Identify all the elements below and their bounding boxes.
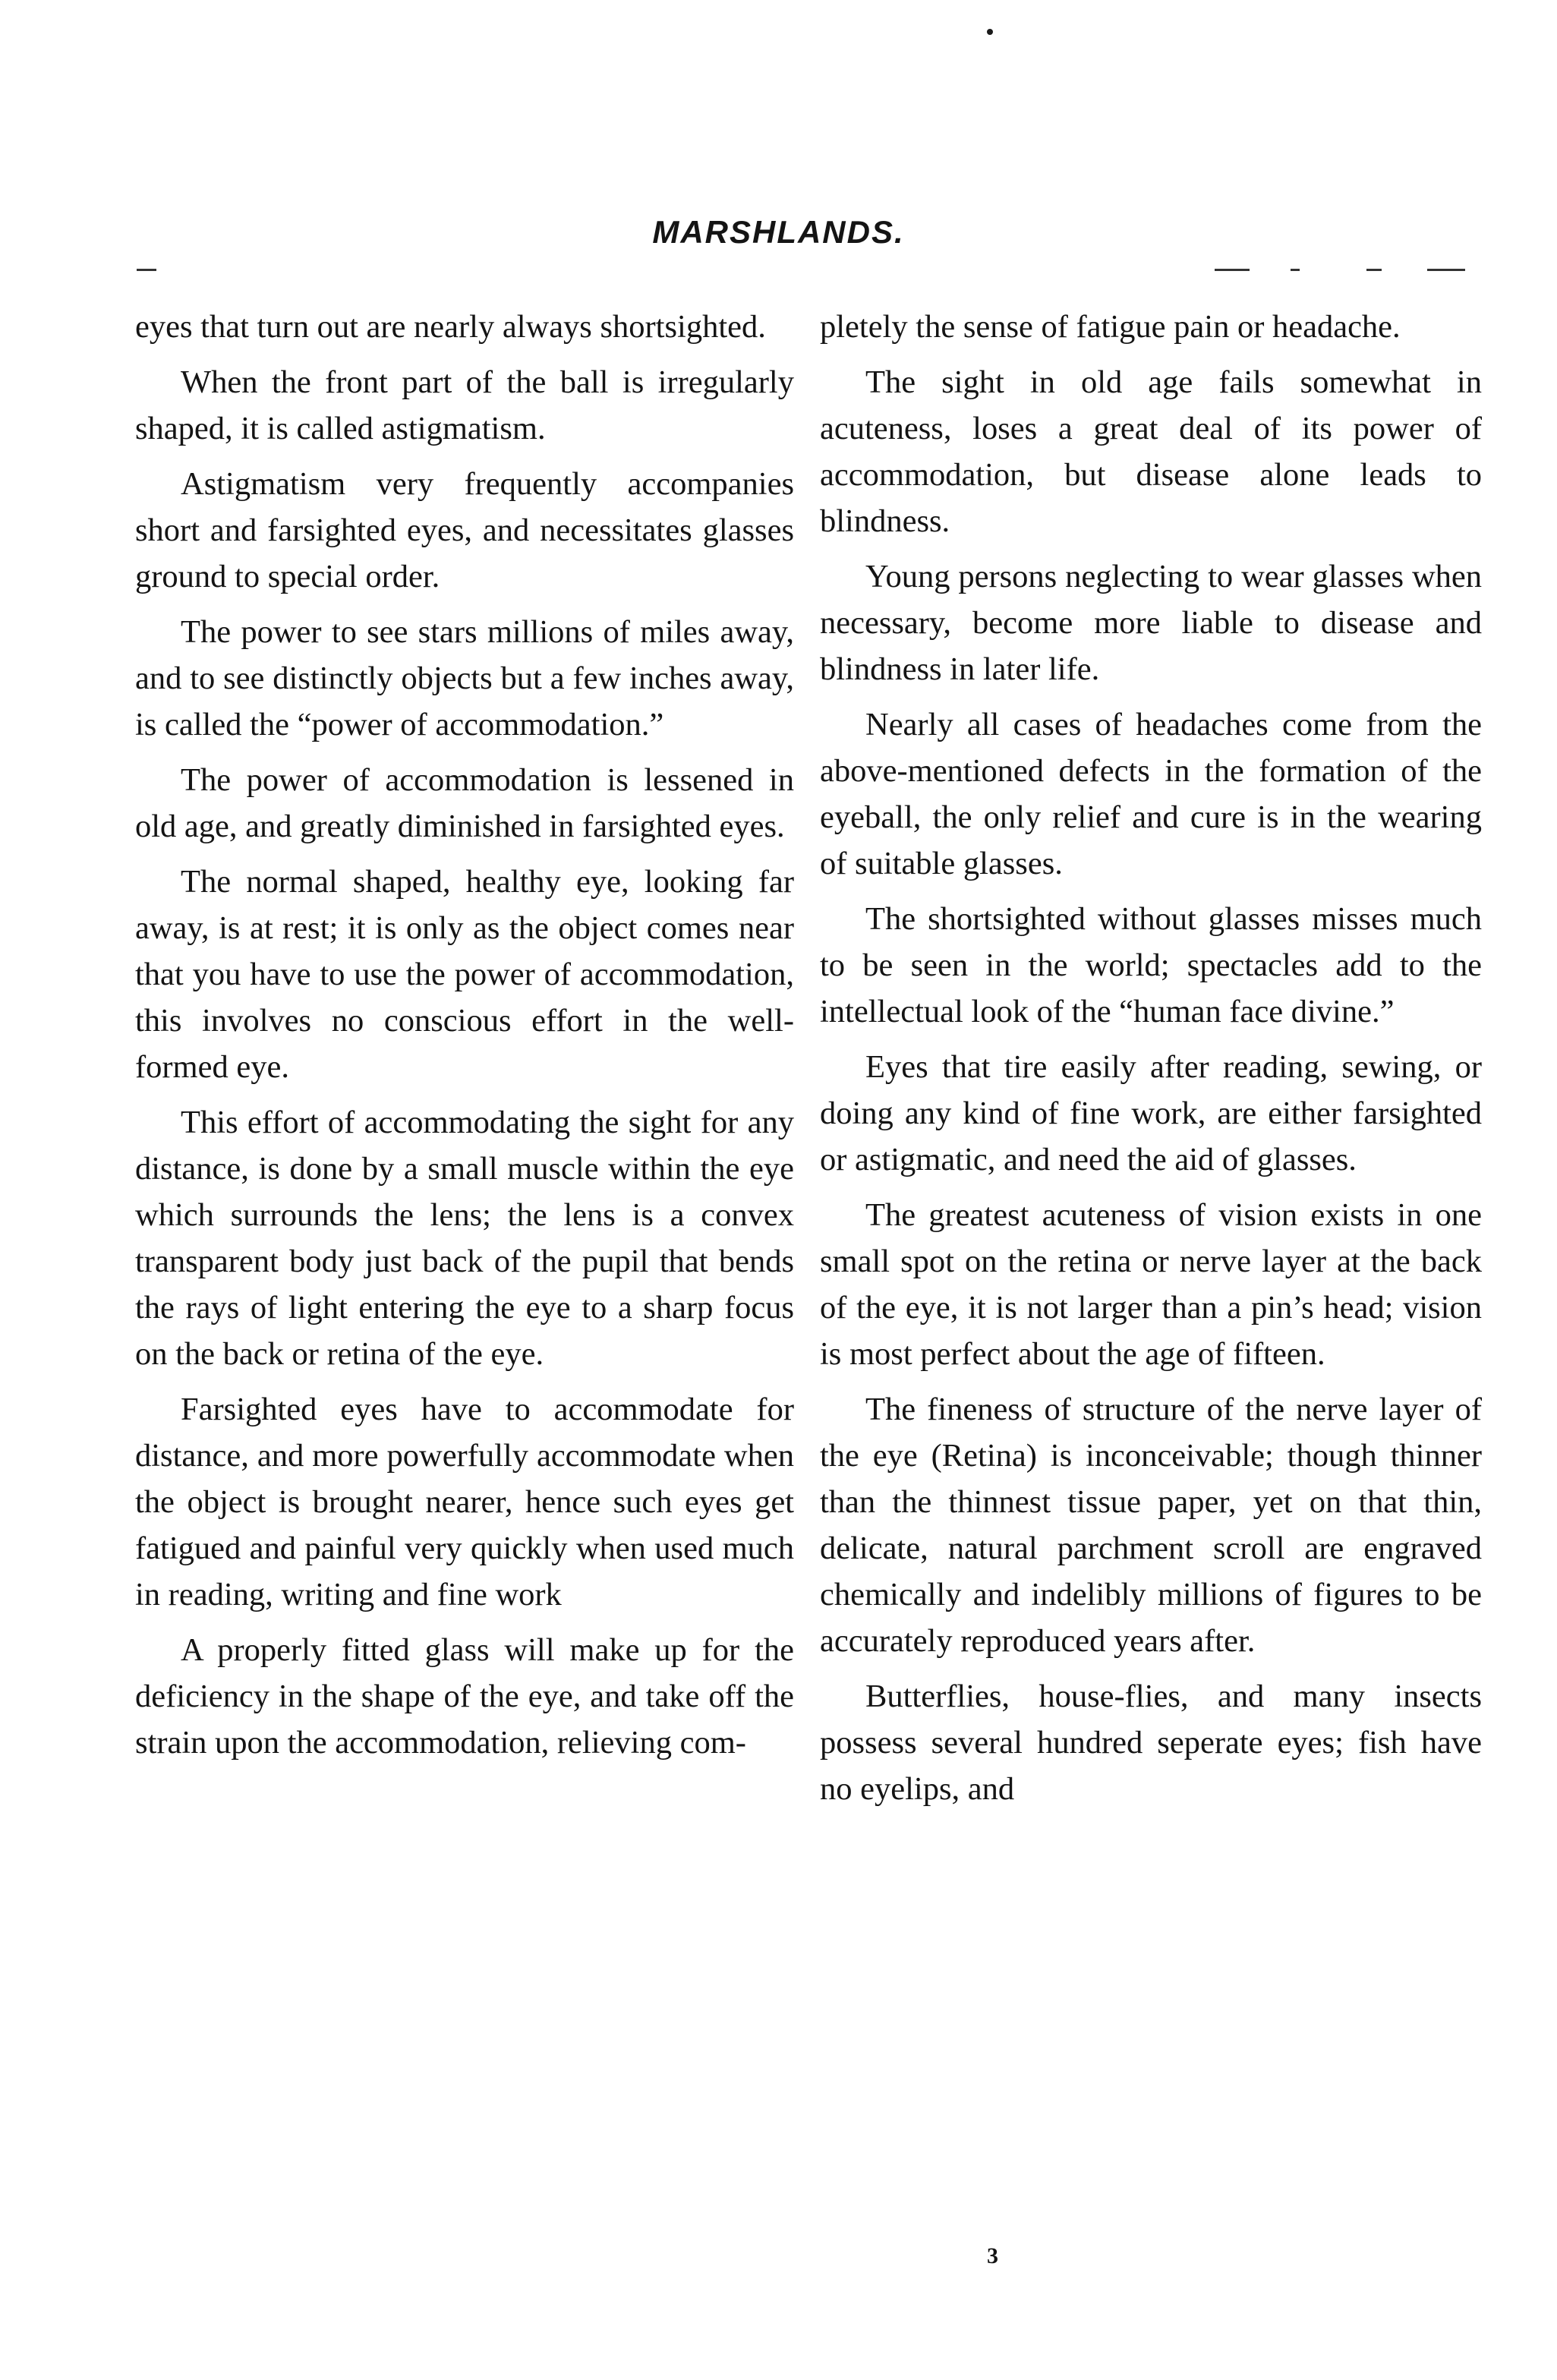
paragraph: A properly fitted glass will make up for the deficiency in the shape of the eye, and take off the strain upon the accommodation, relieving com- xyxy=(135,1632,794,1761)
paragraph: The power to see stars millions of miles away, and to see distinctly objects but a few inches away, is called the “power of accommodation.” xyxy=(135,614,794,742)
paragraph: The fineness of structure of the nerve layer of the eye (Retina) is inconceivable; though thinner than the thinnest tissue paper, yet on that thin, delicate, natural parchment scroll are engraved chemically and indelibly millions of figures to be accurately reproduced years after. xyxy=(820,1392,1482,1659)
header-rule-mark xyxy=(137,269,156,271)
header-rule-mark xyxy=(1291,269,1300,271)
ink-speck xyxy=(987,29,993,35)
paragraph: eyes that turn out are nearly always shortsighted. xyxy=(135,309,766,345)
paragraph: Astigmatism very frequently accompanies short and farsighted eyes, and necessitates glasses ground to special order. xyxy=(135,466,794,594)
page-number: 3 xyxy=(987,2243,998,2268)
paragraph: The shortsighted without glasses misses much to be seen in the world; spectacles add to the intellectual look of the “human face divine.” xyxy=(820,901,1482,1029)
header-rule-mark xyxy=(1427,269,1465,271)
paragraph: When the front part of the ball is irregularly shaped, it is called astigmatism. xyxy=(135,364,794,446)
paragraph: This effort of accommodating the sight for any distance, is done by a small muscle within the eye which surrounds the lens; the lens is a convex transparent body just back of the pupil that bends the rays of light entering the eye to a sharp focus on the back or retina of the eye. xyxy=(135,1105,794,1372)
paragraph: pletely the sense of fatigue pain or headache. xyxy=(820,309,1401,345)
left-column xyxy=(135,304,794,1775)
paragraph: Farsighted eyes have to accommodate for distance, and more powerfully accommodate when the object is brought nearer, hence such eyes get fatigued and painful very quickly when used much in reading, writing and fine work xyxy=(135,1392,794,1612)
running-title: MARSHLANDS. xyxy=(652,214,905,250)
paragraph: The sight in old age fails somewhat in acuteness, loses a great deal of its power of accommodation, but disease alone leads to blindness. xyxy=(820,364,1482,539)
paragraph: Nearly all cases of headaches come from the above-mentioned defects in the formation of the eyeball, the only relief and cure is in the wearing of suitable glasses. xyxy=(820,707,1482,881)
paragraph: Young persons neglecting to wear glasses when necessary, become more liable to disease and blindness in later life. xyxy=(820,559,1482,687)
right-column xyxy=(820,304,1482,1821)
paragraph: Eyes that tire easily after reading, sewing, or doing any kind of fine work, are either farsighted or astigmatic, and need the aid of glasses. xyxy=(820,1049,1482,1177)
paragraph: Butterflies, house-flies, and many insects possess several hundred seperate eyes; fish have no eyelips, and xyxy=(820,1679,1482,1807)
paragraph: The greatest acuteness of vision exists in one small spot on the retina or nerve layer at the back of the eye, it is not larger than a pin’s head; vision is most perfect about the age of fifteen. xyxy=(820,1197,1482,1372)
paragraph: The normal shaped, healthy eye, looking far away, is at rest; it is only as the object comes near that you have to use the power of accommodation, this involves no conscious effort in the well-formed eye. xyxy=(135,864,794,1085)
paragraph: The power of accommodation is lessened in old age, and greatly diminished in farsighted eyes. xyxy=(135,762,794,844)
header-rule-mark xyxy=(1215,269,1250,271)
header-rule-mark xyxy=(1366,269,1382,271)
